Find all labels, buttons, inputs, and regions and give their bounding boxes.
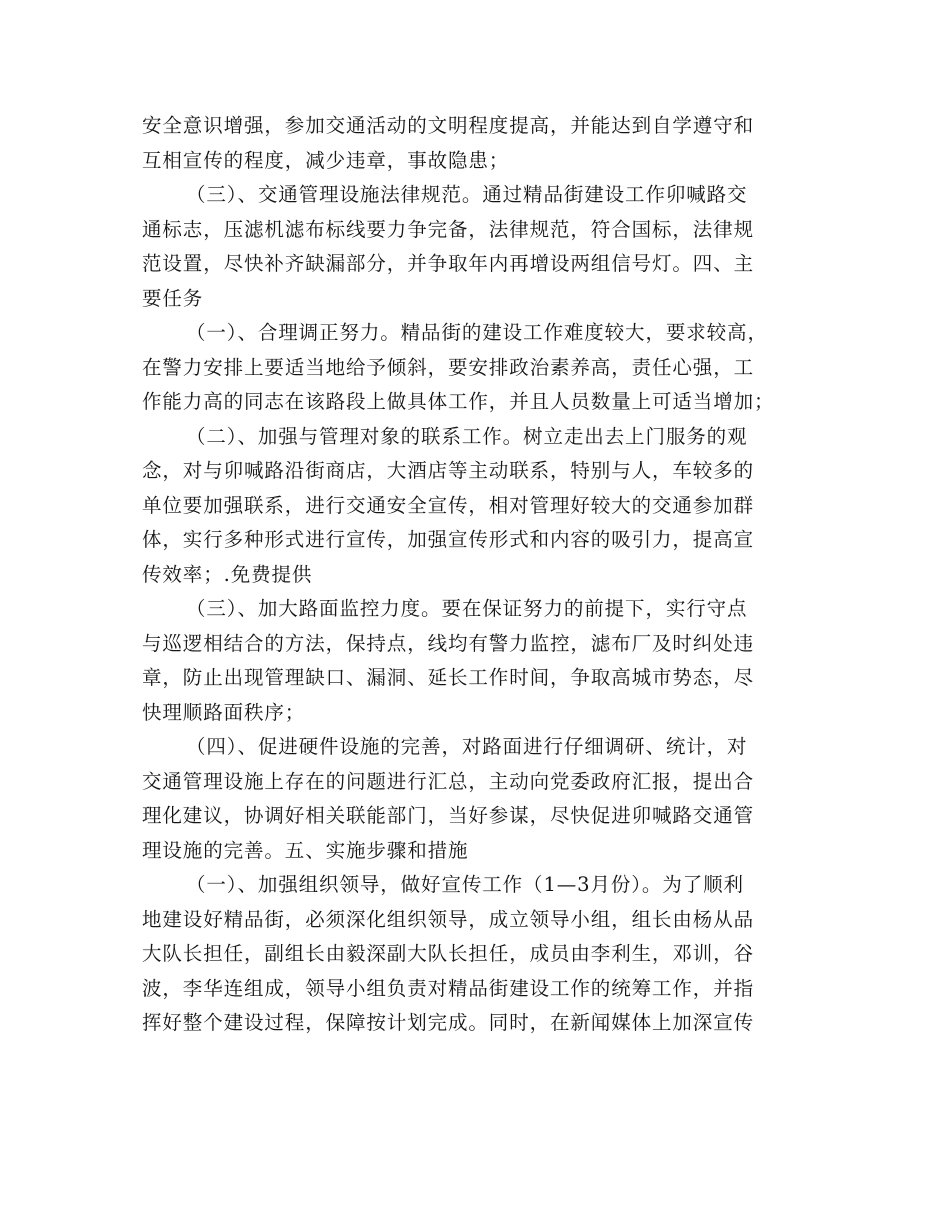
text-line: 安全意识增强，参加交通活动的文明程度提高，并能达到自学遵守和 (142, 114, 755, 137)
text-line: 作能力高的同志在该路段上做具体工作，并且人员数量上可适当增加； (142, 390, 775, 413)
text-line: 要任务 (142, 286, 204, 310)
text-line: 快理顺路面秩序； (142, 700, 306, 724)
text-line: 交通管理设施上存在的问题进行汇总，主动向党委政府汇报，提出合 (142, 769, 755, 793)
text-line: （三）、交通管理设施法律规范。通过精品街建设工作卯喊路交 (186, 183, 748, 206)
text-line: 大队长担任，副组长由毅深副大队长担任，成员由李利生，邓训，谷 (142, 942, 755, 965)
document-body (142, 109, 807, 1041)
text-line: 理设施的完善。五、实施步骤和措施 (142, 838, 469, 862)
text-line: 传效率；.免费提供 (142, 562, 313, 586)
text-line: （二）、加强与管理对象的联系工作。树立走出去上门服务的观 (186, 424, 748, 448)
text-line: 波，李华连组成，领导小组负责对精品街建设工作的统筹工作，并指 (142, 976, 755, 1000)
text-line: 章，防止出现管理缺口、漏洞、延长工作时间，争取高城市势态，尽 (142, 666, 755, 689)
text-line: 范设置，尽快补齐缺漏部分，并争取年内再增设两组信号灯。四、主 (142, 252, 755, 275)
text-line: （四）、促进硬件设施的完善，对路面进行仔细调研、统计，对 (186, 735, 748, 758)
text-line: 在警力安排上要适当地给予倾斜，要安排政治素养高，责任心强，工 (142, 355, 755, 379)
text-line: 念，对与卯喊路沿街商店，大酒店等主动联系，特别与人，车较多的 (142, 459, 755, 482)
text-line: 互相宣传的程度，减少违章，事故隐患； (142, 148, 510, 172)
text-line: 挥好整个建设过程，保障按计划完成。同时，在新闻媒体上加深宣传 (142, 1011, 755, 1034)
text-line: 通标志，压滤机滤布标线要力争完备，法律规范，符合国标，法律规 (142, 217, 755, 241)
text-line: （三）、加大路面监控力度。要在保证努力的前提下，实行守点 (186, 597, 748, 620)
text-line: 体，实行多种形式进行宣传，加强宣传形式和内容的吸引力，提高宣 (142, 528, 755, 551)
text-line: 地建设好精品街，必须深化组织领导，成立领导小组，组长由杨从品 (142, 907, 755, 931)
text-line: （一）、加强组织领导，做好宣传工作（1—3月份）。为了顺利 (186, 873, 744, 896)
text-line: 理化建议，协调好相关联能部门，当好参谋，尽快促进卯喊路交通管 (142, 804, 755, 827)
text-line: 单位要加强联系，进行交通安全宣传，相对管理好较大的交通参加群 (142, 493, 755, 517)
text-line: （一）、合理调正努力。精品街的建设工作难度较大，要求较高， (186, 321, 768, 344)
text-line: 与巡逻相结合的方法，保持点，线均有警力监控，滤布厂及时纠处违 (142, 631, 755, 655)
